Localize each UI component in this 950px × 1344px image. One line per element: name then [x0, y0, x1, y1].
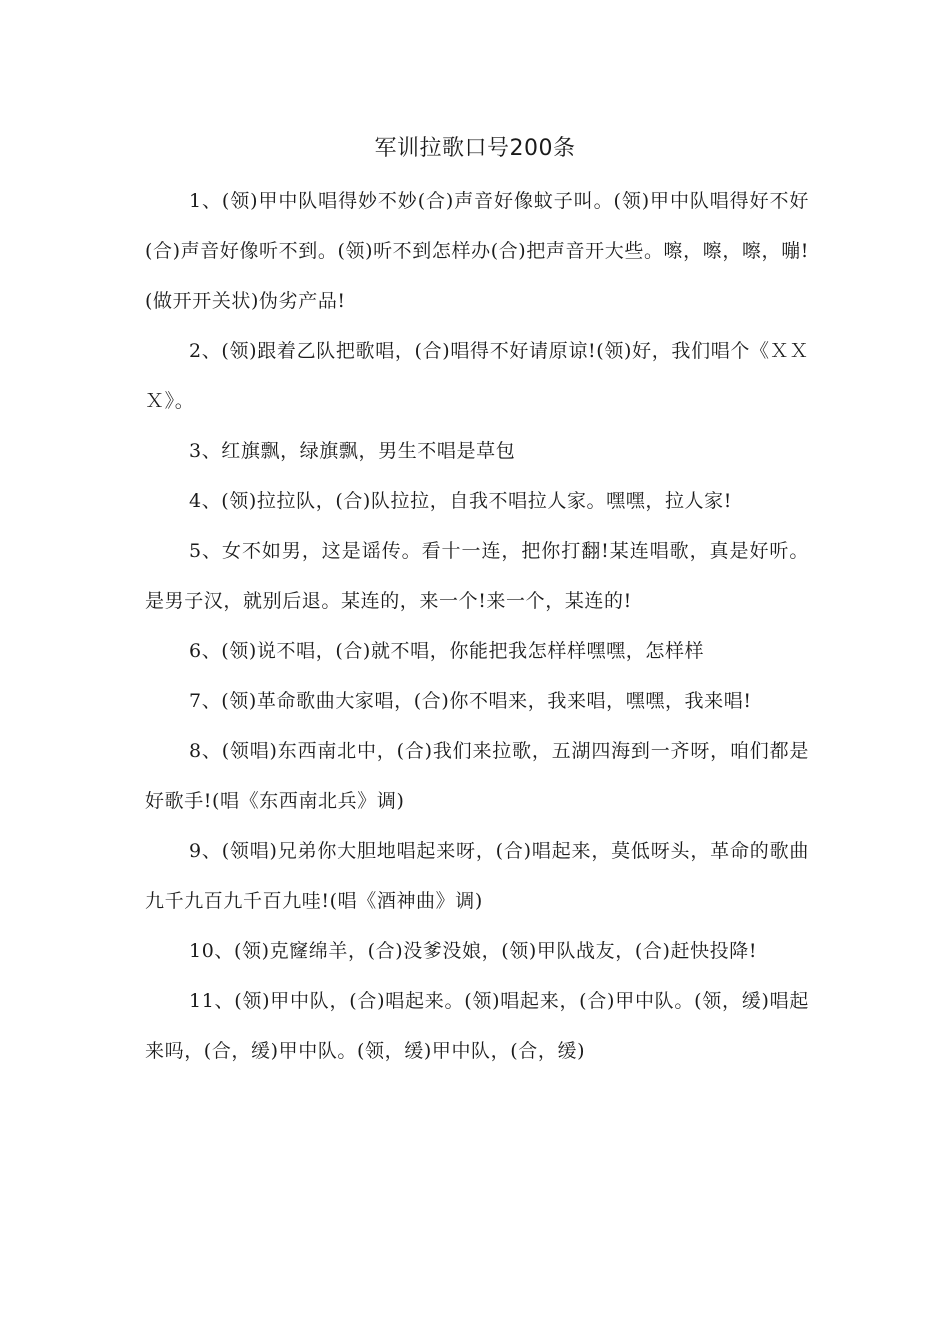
paragraph-10: 10、(领)克窿绵羊，(合)没爹没娘，(领)甲队战友，(合)赶快投降! — [189, 940, 758, 962]
paragraph-8: 8、(领唱)东西南北中，(合)我们来拉歌，五湖四海到一齐呀，咱们都是好歌手!(唱《东西南北兵》调) — [145, 740, 809, 812]
paragraph-11: 11、(领)甲中队，(合)唱起来。(领)唱起来，(合)甲中队。(领，缓)唱起来吗，(合，缓)甲中队。(领，缓)甲中队，(合，缓) — [145, 990, 809, 1062]
paragraph-2: 2、(领)跟着乙队把歌唱，(合)唱得不好请原谅!(领)好，我们唱个《ＸＸＸ》。 — [145, 340, 809, 412]
document-title: 军训拉歌口号200条 — [374, 136, 576, 161]
paragraph-5: 5、女不如男，这是谣传。看十一连，把你打翻!某连唱歌，真是好听。是男子汉，就别后退。某连的，来一个!来一个，某连的! — [145, 540, 809, 612]
paragraph-9: 9、(领唱)兄弟你大胆地唱起来呀，(合)唱起来，莫低呀头，革命的歌曲九千九百九千百九哇!(唱《酒神曲》调) — [145, 840, 809, 912]
document-body — [145, 176, 809, 1076]
paragraph-4: 4、(领)拉拉队，(合)队拉拉，自我不唱拉人家。嘿嘿，拉人家! — [189, 490, 732, 512]
paragraph-1: 1、(领)甲中队唱得妙不妙(合)声音好像蚊子叫。(领)甲中队唱得好不好(合)声音好像听不到。(领)听不到怎样办(合)把声音开大些。嚓，嚓，嚓，嘣!(做开开关状)伪劣产品! — [145, 190, 809, 312]
paragraph-6: 6、(领)说不唱，(合)就不唱，你能把我怎样样嘿嘿，怎样样 — [189, 640, 705, 662]
paragraph-7: 7、(领)革命歌曲大家唱，(合)你不唱来，我来唱，嘿嘿，我来唱! — [189, 690, 752, 712]
paragraph-3: 3、红旗飘，绿旗飘，男生不唱是草包 — [189, 440, 516, 462]
